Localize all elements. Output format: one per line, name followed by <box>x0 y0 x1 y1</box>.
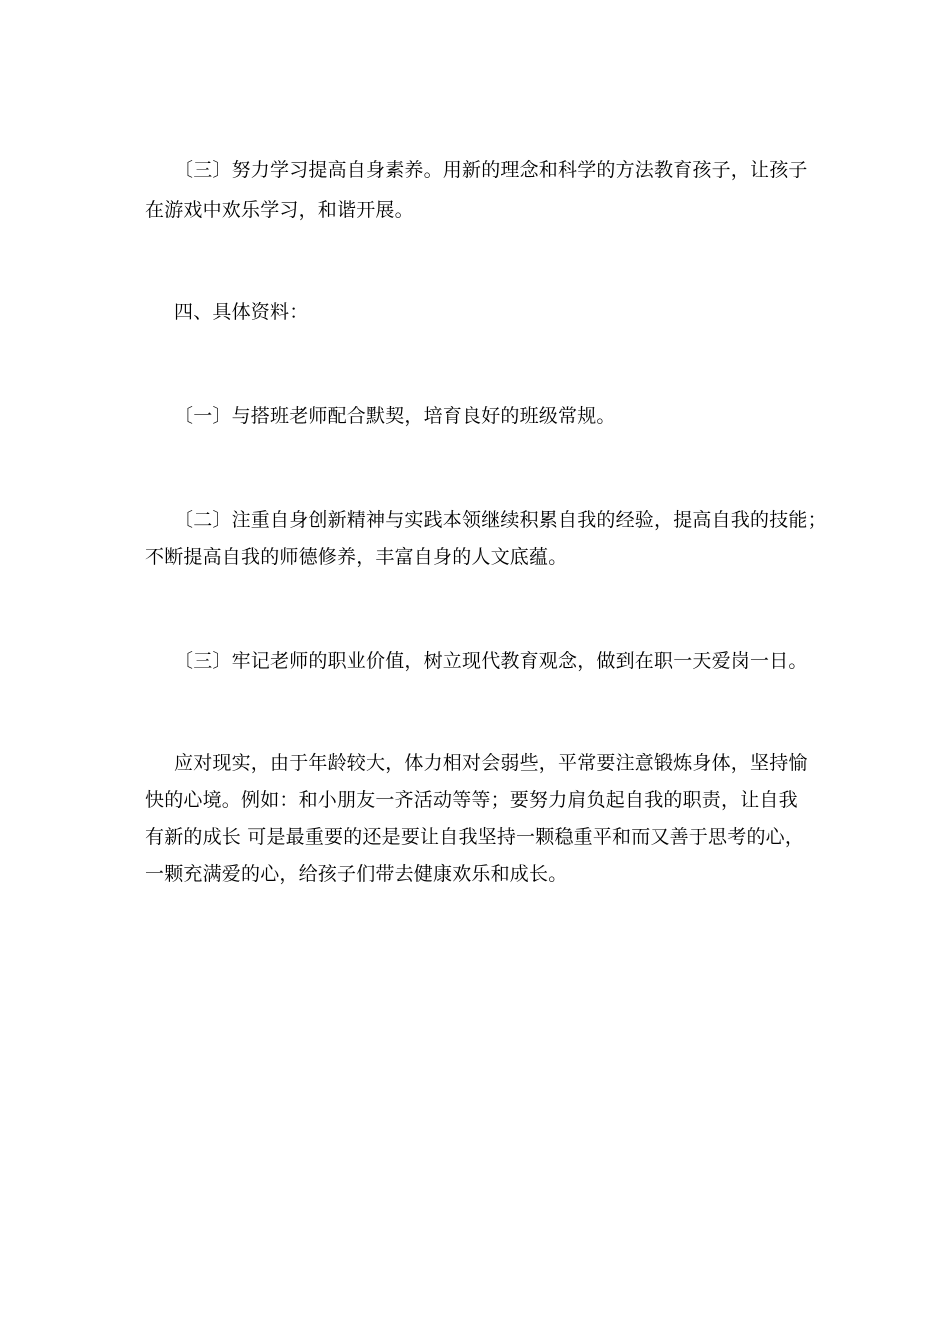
paragraph-line: 〔二〕注重自身创新精神与实践本领继续积累自我的经验，提高自我的技能； <box>174 509 827 531</box>
paragraph-line: 〔三〕牢记老师的职业价值，树立现代教育观念，做到在职一天爱岗一日。 <box>174 650 808 672</box>
paragraph-line: 有新的成长 可是最重要的还是要让自我坚持一颗稳重平和而又善于思考的心， <box>145 826 805 848</box>
paragraph-line: 应对现实，由于年龄较大，体力相对会弱些，平常要注意锻炼身体，坚持愉 <box>174 752 808 774</box>
paragraph-line: 在游戏中欢乐学习，和谐开展。 <box>145 199 414 221</box>
paragraph-line: 快的心境。例如：和小朋友一齐活动等等；要努力肩负起自我的职责，让自我 <box>145 789 798 811</box>
paragraph-line: 不断提高自我的师德修养，丰富自身的人文底蕴。 <box>145 546 568 568</box>
paragraph-line: 一颗充满爱的心，给孩子们带去健康欢乐和成长。 <box>145 863 568 885</box>
paragraph-line: 〔一〕与搭班老师配合默契，培育良好的班级常规。 <box>174 405 616 427</box>
paragraph-line: 〔三〕努力学习提高自身素养。用新的理念和科学的方法教育孩子，让孩子 <box>174 159 808 181</box>
section-heading: 四、具体资料： <box>174 301 309 323</box>
